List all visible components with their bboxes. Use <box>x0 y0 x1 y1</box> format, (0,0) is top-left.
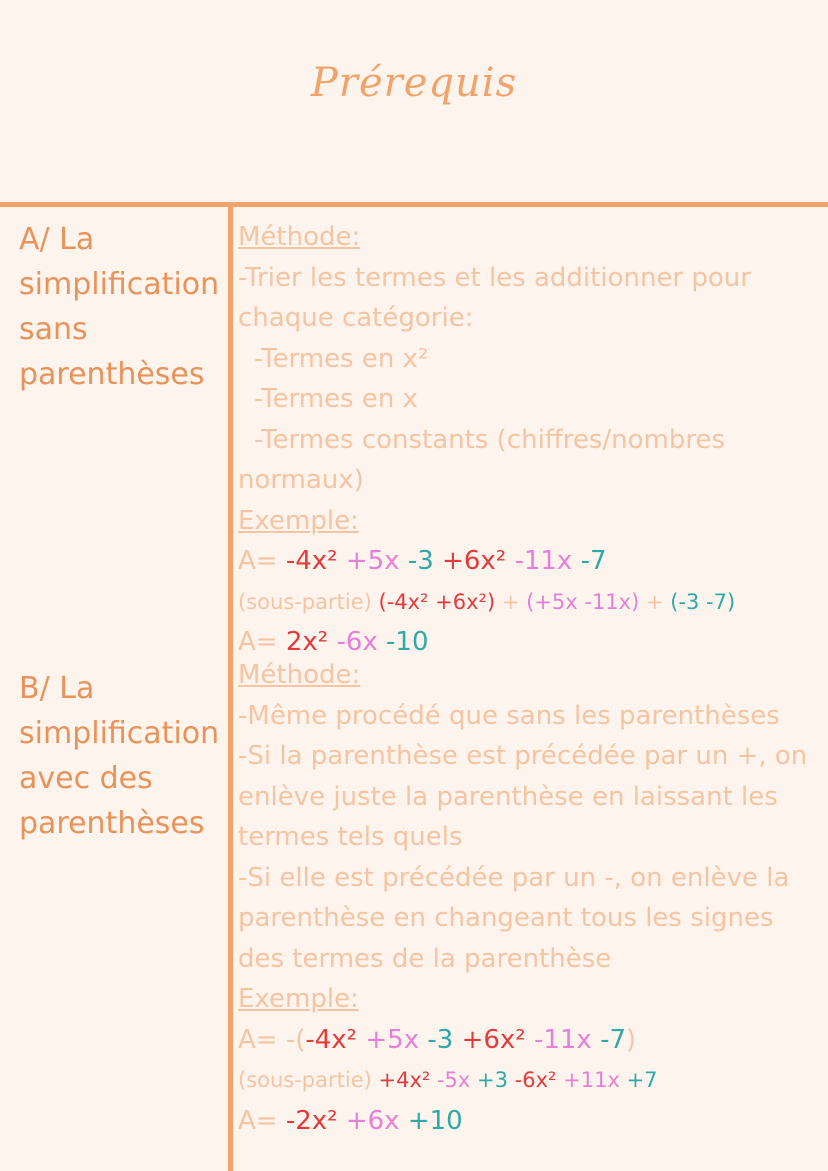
section-a-label-line: sans <box>19 312 88 347</box>
term: (+5x -11x) <box>526 589 640 614</box>
term: -2x² <box>285 1105 346 1136</box>
term: +4x² <box>378 1068 437 1092</box>
term: -4x² <box>305 1024 366 1055</box>
term: +6x <box>345 1105 408 1136</box>
term: ) <box>626 1024 637 1055</box>
method-title: Méthode: <box>238 660 361 690</box>
section-a-label-line: simplification <box>19 267 220 302</box>
term: +5x <box>365 1024 428 1055</box>
method-line: -Termes en x² <box>254 343 429 374</box>
term: -3 <box>407 546 443 576</box>
term: -11x <box>514 546 581 576</box>
section-b-label-line: avec des <box>19 761 153 796</box>
term: +10 <box>407 1105 463 1136</box>
term: -4x² <box>285 546 346 576</box>
example-line-2 <box>238 582 823 623</box>
term: (sous-partie) <box>238 1068 379 1092</box>
term: -7 <box>580 546 607 576</box>
term: +5x <box>345 546 408 576</box>
method-line: -Trier les termes et les additionner pour <box>238 262 751 293</box>
method-line: chaque catégorie: <box>238 303 474 333</box>
term: (-4x² +6x²) <box>378 589 496 614</box>
term: +6x² <box>461 1024 534 1055</box>
term: +3 <box>477 1068 515 1092</box>
term: A= -( <box>238 1024 306 1055</box>
section-a-content <box>238 217 823 663</box>
section-a-label <box>19 217 219 397</box>
term: A= <box>238 1105 286 1136</box>
example-line-1 <box>238 541 823 582</box>
method-line: -Si elle est précédée par un -, on enlève la <box>238 862 790 893</box>
section-b-content <box>238 655 823 1141</box>
example-title: Exemple: <box>238 505 359 536</box>
example-line-2 <box>238 1060 823 1101</box>
term: -7 <box>600 1024 627 1055</box>
method-line: -Si la parenthèse est précédée par un +, on <box>238 741 808 771</box>
method-line: normaux) <box>238 465 364 495</box>
term: + <box>495 589 527 614</box>
section-b-label <box>19 666 219 846</box>
method-line: termes tels quels <box>238 822 463 852</box>
term: A= <box>238 546 286 576</box>
term: -3 <box>427 1024 462 1055</box>
example-title: Exemple: <box>238 984 359 1014</box>
term: +11x <box>563 1068 627 1092</box>
section-a-label-line: parenthèses <box>19 357 205 392</box>
section-b-label-line: parenthèses <box>19 806 205 841</box>
example-line-3 <box>238 1101 823 1142</box>
section-b-label-line: B/ La <box>19 671 95 706</box>
term: -6x <box>336 627 387 657</box>
page-title: Prérequis <box>310 60 518 106</box>
term: (-3 -7) <box>670 589 736 614</box>
term: -6x² <box>514 1068 564 1092</box>
method-line: des termes de la parenthèse <box>238 943 612 974</box>
vertical-divider <box>228 207 233 1171</box>
example-line-1 <box>238 1020 823 1061</box>
method-line: -Termes en x <box>254 384 418 414</box>
method-line: -Même procédé que sans les parenthèses <box>238 700 780 731</box>
term: +7 <box>626 1068 658 1092</box>
term: (sous-partie) <box>238 589 379 614</box>
term: A= <box>238 627 286 657</box>
term: +6x² <box>442 546 515 576</box>
method-line: parenthèse en changeant tous les signes <box>238 903 774 933</box>
section-a-label-line: A/ La <box>19 222 95 257</box>
horizontal-divider <box>0 202 828 207</box>
term: + <box>639 589 671 614</box>
term: -5x <box>436 1068 478 1092</box>
section-b-label-line: simplification <box>19 716 220 751</box>
method-title: Méthode: <box>238 222 361 252</box>
term: -11x <box>533 1024 601 1055</box>
method-line: -Termes constants (chiffres/nombres <box>254 424 726 455</box>
method-line: enlève juste la parenthèse en laissant les <box>238 781 778 812</box>
term: -10 <box>386 627 429 657</box>
term: 2x² <box>285 627 337 657</box>
